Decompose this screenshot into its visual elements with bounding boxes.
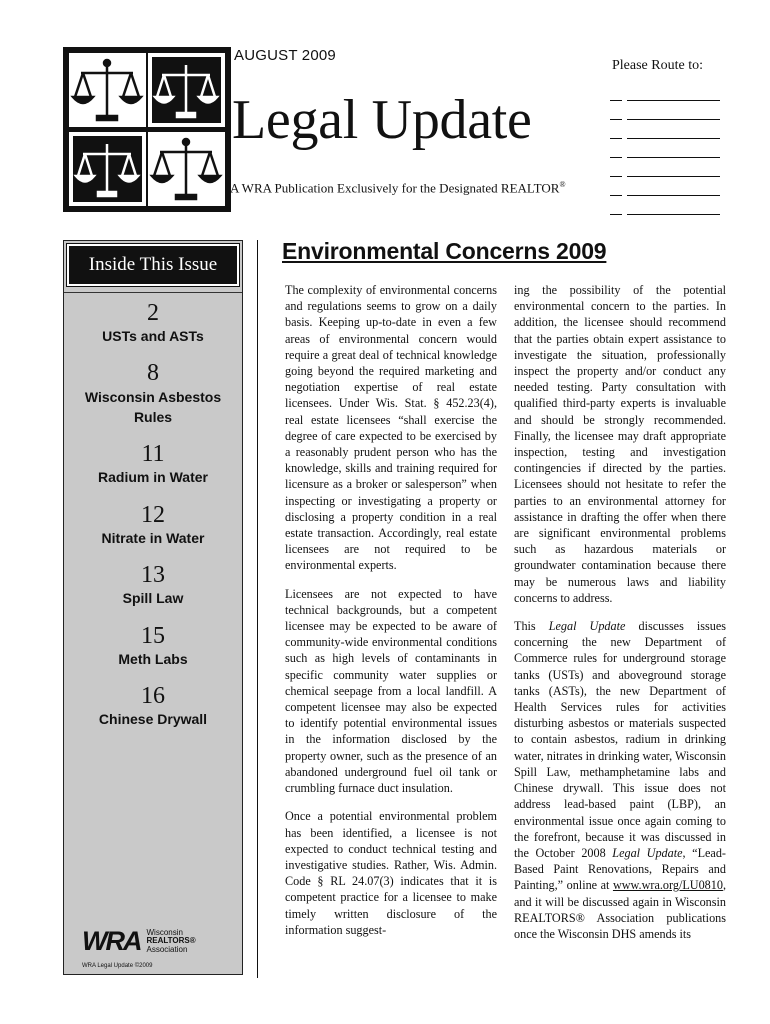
publication-name: Legal Update — [548, 619, 626, 634]
publication-name: Legal Update — [612, 845, 683, 860]
toc-page-number: 16 — [141, 683, 165, 710]
route-line[interactable] — [610, 158, 720, 177]
toc-heading: Inside This Issue — [67, 244, 239, 286]
route-line[interactable] — [610, 82, 720, 101]
toc-item[interactable] — [64, 442, 242, 487]
toc-item[interactable] — [64, 624, 242, 669]
toc-item-title: USTs and ASTs — [102, 328, 204, 345]
wra-logo-text — [146, 929, 195, 954]
scales-of-justice-icon — [148, 132, 225, 206]
wra-logo-mark: WRA — [82, 926, 141, 956]
article-link[interactable]: www.wra.org/LU0810 — [612, 878, 723, 893]
article-title: Environmental Concerns 2009 — [282, 238, 607, 264]
article-paragraph: Licensees are not expected to have technical backgrounds, but a competent licensee may be expected to be aware of community-wide environmental conditions such as high levels of contaminants in specific community water supplies or chemical seepage from a local landfill. A competent licensee may also be expected to identify potential environmental issues in the information disclosed by the property owner, such as the presence of an abandoned underground fuel oil tank or crumbling furnace duct insulation. — [285, 586, 497, 796]
wra-logo — [82, 926, 196, 957]
toc-page-number: 8 — [147, 360, 159, 387]
wra-logo-line: Wisconsin — [146, 927, 183, 937]
toc-item[interactable] — [64, 563, 242, 608]
toc-item-title: Meth Labs — [118, 650, 188, 667]
route-line[interactable] — [610, 177, 720, 196]
article-paragraph: The complexity of environmental concerns and regulations seems to grow on a daily basis. Keeping up-to-date in even a few areas of environmental concern would require a great deal of technical knowledge going beyond the required marketing and negotiation expertise of real estate licensees. Under Wis. Stat. § 452.23(4), real estate licensees “shall exercise the degree of care expected to be exercised by a reasonably prudent person who has the knowledge, skills and training required for licensure as a broker or salesperson” when inspecting or investigating a property or disclosing a property condition in a real estate transaction. Accordingly, real estate licensees are not required to be environmental experts. — [285, 283, 497, 573]
wra-logo-line: Association — [146, 944, 188, 954]
route-line[interactable] — [610, 196, 720, 215]
toc-page-number: 11 — [141, 441, 165, 468]
wra-logo-line: REALTORS® — [146, 936, 196, 946]
column-divider — [257, 240, 258, 978]
text-run: discusses issues concerning the new Department of Commerce rules for underground storage tanks (USTs) and aboveground storage tanks (ASTs), the new Department of Health Services rules for activities disturbing asbestos or materials suspected to contain asbestos, radium in drinking water, nitrates in drinking water, Wisconsin Spill Law, methamphetamine labs and Chinese drywall. This issue does not address lead-based paint (LBP), an environmental issue once again coming to the forefront, because it was discussed in the October 2008 — [514, 619, 727, 860]
toc-page-number: 13 — [141, 562, 165, 589]
route-line[interactable] — [610, 101, 720, 120]
route-slip — [610, 58, 720, 215]
issue-date: AUGUST 2009 — [234, 47, 336, 64]
toc-item-title: Radium in Water — [98, 469, 208, 486]
publication-tagline — [230, 180, 566, 196]
article-paragraph — [514, 618, 726, 942]
scales-of-justice-icon — [69, 53, 146, 127]
toc-item[interactable] — [64, 301, 242, 346]
table-of-contents — [63, 240, 243, 975]
text-run: , and it will be discussed again in Wisconsin REALTORS® Association publications once the Wisconsin DHS amends its — [514, 878, 726, 941]
registered-mark: ® — [559, 180, 566, 189]
scales-of-justice-icon — [69, 132, 146, 206]
toc-list — [64, 301, 242, 730]
scales-of-justice-icon — [148, 53, 225, 127]
route-label: Please Route to: — [612, 58, 703, 73]
route-line[interactable] — [610, 120, 720, 139]
article-column-2 — [514, 282, 726, 954]
text-run: This — [514, 619, 549, 634]
toc-page-number: 12 — [141, 501, 165, 528]
toc-item[interactable] — [64, 684, 242, 729]
toc-item[interactable] — [64, 503, 242, 548]
toc-item-title: Chinese Drywall — [98, 711, 208, 728]
toc-item-title: Wisconsin Asbestos Rules — [84, 388, 222, 425]
toc-item[interactable] — [64, 361, 242, 427]
copyright-notice: WRA Legal Update ©2009 — [82, 963, 153, 969]
article-paragraph: ing the possibility of the potential environmental concern to the parties. In addition, the licensee should recommend that the parties obtain expert assistance to investigate the situation, professionally inspect the property and/or conduct any needed testing. Party consultation with qualified third-party experts is invaluable and should be strongly recommended. Finally, the licensee may draft appropriate inspection, testing and investigation contingencies if directed by the parties. Licensees should not hesitate to refer the parties to an environmental attorney for assistance in drafting the offer when there are significant environmental problems such as hazardous materials or groundwater contamination because there may be numerous laws and liability concerns to address. — [514, 283, 726, 605]
toc-item-title: Nitrate in Water — [101, 529, 205, 546]
tagline-text: A WRA Publication Exclusively for the Designated REALTOR — [230, 180, 560, 196]
toc-page-number: 15 — [141, 622, 165, 649]
article-paragraph: Once a potential environmental problem has been identified, a licensee is not expected to conduct technical testing and investigative studies. Rather, Wis. Admin. Code § RL 24.07(3) indicates that it is competent practice for a licensee to make timely written disclosure of the information suggest- — [285, 809, 497, 937]
text-run: , “Lead-Based Paint Renovations, Repairs and Painting,” online at — [514, 845, 726, 893]
toc-divider — [64, 292, 242, 293]
toc-item-title: Spill Law — [122, 590, 184, 607]
toc-page-number: 2 — [147, 300, 159, 326]
publication-title: Legal Update — [232, 89, 532, 151]
article-column-1 — [285, 282, 497, 950]
route-line[interactable] — [610, 139, 720, 158]
publication-logo — [63, 47, 231, 212]
